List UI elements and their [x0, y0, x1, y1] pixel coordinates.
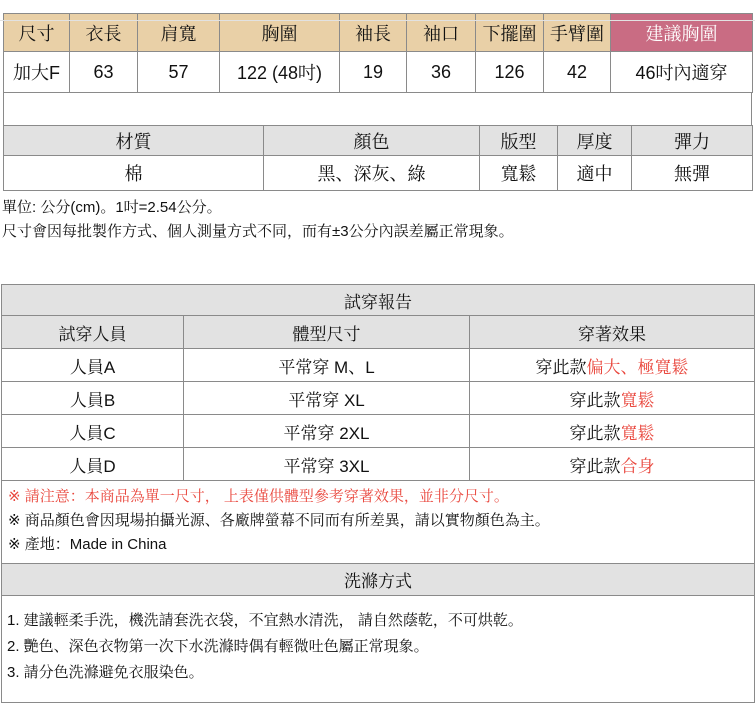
attr-value-cell: 無彈	[632, 156, 753, 191]
unit-notes	[2, 196, 755, 244]
attr-header-cell: 版型	[480, 126, 558, 156]
size-value-cell: 42	[544, 52, 611, 93]
fit-report-row	[2, 448, 755, 481]
fit-effect-cell	[470, 349, 755, 382]
wash-steps-cell	[2, 596, 755, 703]
fit-effect-prefix: 穿此款	[569, 456, 621, 476]
size-header-cell: 袖長	[340, 14, 407, 52]
attr-value-cell: 棉	[4, 156, 264, 191]
fit-person-cell: 人員B	[2, 382, 184, 415]
unit-note-line: 單位: 公分(cm)。1吋=2.54公分。	[2, 199, 222, 216]
fit-report-header-row	[2, 316, 755, 349]
wash-step: 3. 請分色洗滌避免衣服染色。	[7, 664, 204, 681]
wash-title-row	[2, 564, 755, 596]
attr-value-cell: 黑、深灰、綠	[264, 156, 480, 191]
fit-body-cell: 平常穿 M、L	[184, 349, 470, 382]
fit-person-cell: 人員C	[2, 415, 184, 448]
fit-effect-highlight: 偏大、極寬鬆	[586, 357, 689, 377]
suggested-bust-header-cell: 建議胸圍	[611, 14, 753, 52]
fit-body-cell: 平常穿 3XL	[184, 448, 470, 481]
size-value-cell: 122 (48吋)	[220, 52, 340, 93]
attribute-table	[3, 125, 753, 191]
size-value-cell: 126	[476, 52, 544, 93]
product-size-chart-page	[0, 13, 755, 716]
fit-effect-prefix: 穿此款	[569, 390, 621, 410]
size-header-cell: 胸圍	[220, 14, 340, 52]
fit-effect-highlight: 合身	[620, 456, 655, 476]
fit-effect-prefix: 穿此款	[535, 357, 587, 377]
fit-effect-prefix: 穿此款	[569, 423, 621, 443]
size-value-cell: 46吋內適穿	[611, 52, 753, 93]
fit-person-cell: 人員A	[2, 349, 184, 382]
color-difference-note: ※ 商品顏色會因現場拍攝光源、各廠牌螢幕不同而有所差異，請以實物顏色為主。	[8, 512, 550, 529]
fit-report-title: 試穿報告	[2, 285, 755, 316]
fit-effect-cell	[470, 415, 755, 448]
fit-body-cell: 平常穿 2XL	[184, 415, 470, 448]
size-header-cell: 袖口	[407, 14, 476, 52]
fit-effect-cell	[470, 448, 755, 481]
fit-header-cell: 試穿人員	[2, 316, 184, 349]
size-value-cell: 63	[70, 52, 138, 93]
fit-header-cell: 體型尺寸	[184, 316, 470, 349]
top-divider	[0, 20, 755, 21]
size-header-cell: 下擺圍	[476, 14, 544, 52]
wash-step: 2. 艷色、深色衣物第一次下水洗滌時偶有輕微吐色屬正常現象。	[7, 638, 429, 655]
attr-header-cell: 材質	[4, 126, 264, 156]
single-size-warning: ※ 請注意：本商品為單一尺寸， 上表僅供體型參考穿著效果，並非分尺寸。	[8, 488, 509, 505]
fit-header-cell: 穿著效果	[470, 316, 755, 349]
spec-block	[3, 13, 752, 191]
fit-effect-highlight: 寬鬆	[620, 423, 655, 443]
size-value-cell: 19	[340, 52, 407, 93]
fit-report-row	[2, 349, 755, 382]
wash-steps-row	[2, 596, 755, 703]
fit-notes-row	[2, 481, 755, 564]
fit-person-cell: 人員D	[2, 448, 184, 481]
attribute-value-row	[4, 156, 753, 191]
attr-header-cell: 厚度	[558, 126, 632, 156]
attr-header-cell: 顏色	[264, 126, 480, 156]
attr-value-cell: 適中	[558, 156, 632, 191]
size-header-cell: 衣長	[70, 14, 138, 52]
origin-note: ※ 產地：Made in China	[8, 536, 167, 553]
size-table-value-row	[4, 52, 753, 93]
fit-report-table	[1, 284, 755, 703]
size-header-cell: 尺寸	[4, 14, 70, 52]
fit-effect-cell	[470, 382, 755, 415]
attr-header-cell: 彈力	[632, 126, 753, 156]
wash-title: 洗滌方式	[2, 564, 755, 596]
fit-report-title-row	[2, 285, 755, 316]
fit-report-block	[1, 284, 754, 703]
size-value-cell: 36	[407, 52, 476, 93]
fit-notes-cell	[2, 481, 755, 564]
size-value-cell: 加大F	[4, 52, 70, 93]
fit-report-row	[2, 415, 755, 448]
size-value-cell: 57	[138, 52, 220, 93]
fit-report-row	[2, 382, 755, 415]
wash-step: 1. 建議輕柔手洗，機洗請套洗衣袋，不宜熱水清洗， 請自然蔭乾，不可烘乾。	[7, 612, 523, 629]
fit-effect-highlight: 寬鬆	[620, 390, 655, 410]
attribute-header-row	[4, 126, 753, 156]
size-header-cell: 手臂圍	[544, 14, 611, 52]
unit-note-line: 尺寸會因每批製作方式、個人測量方式不同，而有±3公分內誤差屬正常現象。	[2, 223, 514, 240]
spacer-row	[3, 93, 752, 125]
attr-value-cell: 寬鬆	[480, 156, 558, 191]
size-table	[3, 13, 753, 93]
fit-body-cell: 平常穿 XL	[184, 382, 470, 415]
size-header-cell: 肩寬	[138, 14, 220, 52]
